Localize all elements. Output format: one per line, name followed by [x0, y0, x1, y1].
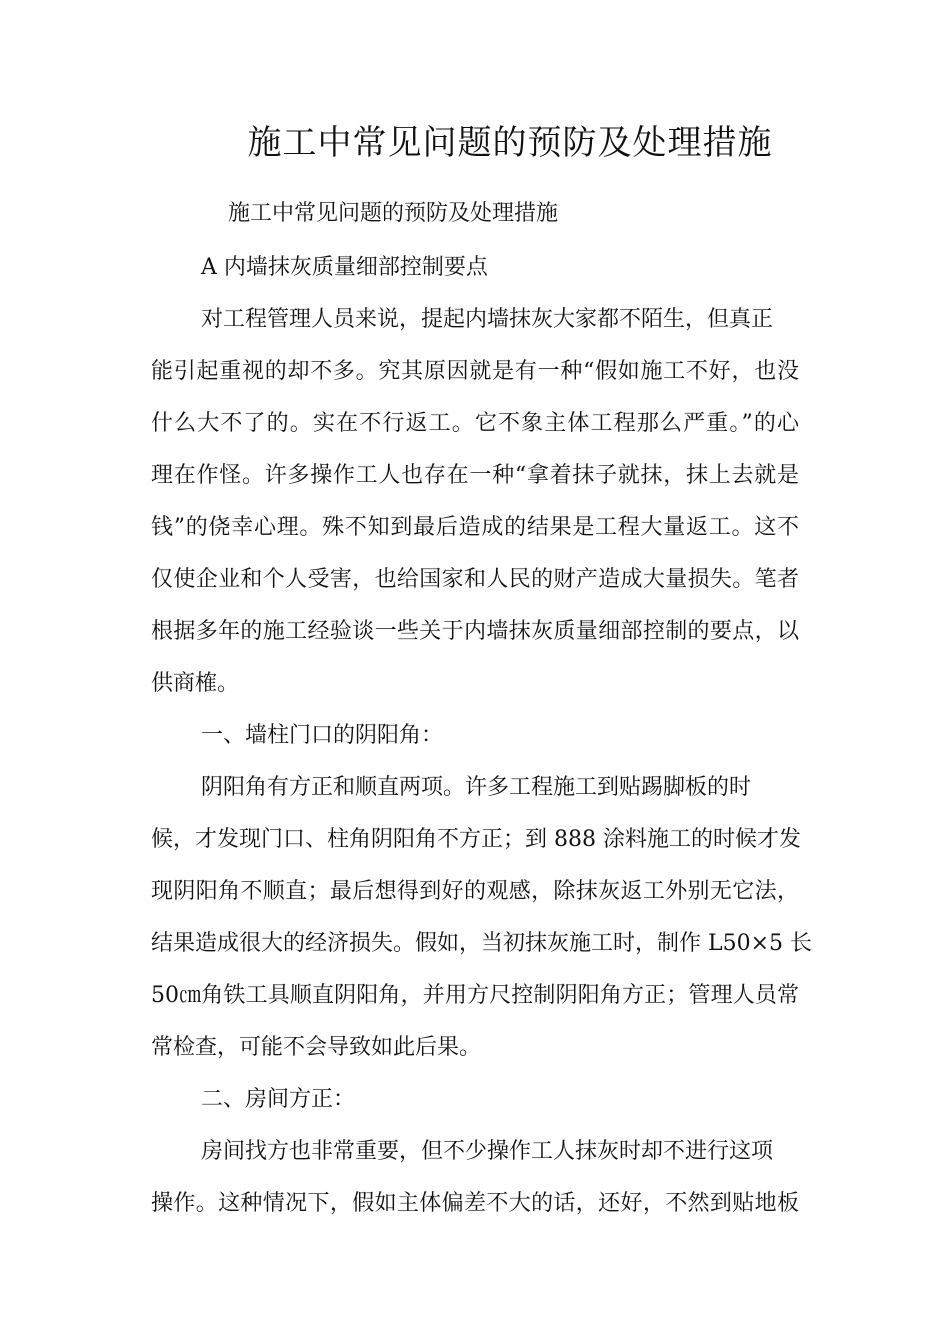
paragraph-line: 理在作怪。许多操作工人也存在一种“拿着抹子就抹，抹上去就是	[151, 463, 799, 488]
paragraph-line: 根据多年的施工经验谈一些关于内墙抹灰质量细部控制的要点，以	[151, 619, 799, 644]
paragraph-line: 钱”的侥幸心理。殊不知到最后造成的结果是工程大量返工。这不	[151, 515, 799, 540]
paragraph-line: 现阴阳角不顺直；最后想得到好的观感，除抹灰返工外别无它法，	[151, 879, 799, 904]
paragraph-line: 房间找方也非常重要，但不少操作工人抹灰时却不进行这项	[201, 1139, 774, 1164]
section-heading: A 内墙抹灰质量细部控制要点	[201, 255, 488, 280]
paragraph-line: 仅使企业和个人受害，也给国家和人民的财产造成大量损失。笔者	[151, 567, 799, 592]
document-subtitle: 施工中常见问题的预防及处理措施	[228, 201, 559, 226]
section-heading: 一、墙柱门口的阴阳角：	[201, 723, 444, 748]
paragraph-line: 50㎝角铁工具顺直阴阳角，并用方尺控制阴阳角方正；管理人员常	[151, 983, 799, 1008]
paragraph-line: 供商榷。	[151, 671, 240, 696]
paragraph-line: 能引起重视的却不多。究其原因就是有一种“假如施工不好，也没	[151, 359, 799, 384]
section-heading: 二、房间方正：	[201, 1087, 356, 1112]
paragraph-line: 操作。这种情况下，假如主体偏差不大的话，还好，不然到贴地板	[151, 1191, 799, 1216]
paragraph-line: 阴阳角有方正和顺直两项。许多工程施工到贴踢脚板的时	[201, 775, 752, 800]
paragraph-line: 对工程管理人员来说，提起内墙抹灰大家都不陌生，但真正	[201, 307, 774, 332]
paragraph-line: 常检查，可能不会导致如此后果。	[151, 1035, 482, 1060]
document-title: 施工中常见问题的预防及处理措施	[247, 123, 773, 163]
paragraph-line: 候，才发现门口、柱角阴阳角不方正；到 888 涂料施工的时候才发	[151, 827, 801, 852]
paragraph-line: 什么大不了的。实在不行返工。它不象主体工程那么严重。”的心	[151, 411, 799, 436]
paragraph-line: 结果造成很大的经济损失。假如，当初抹灰施工时，制作 L50×5 长	[151, 931, 813, 956]
